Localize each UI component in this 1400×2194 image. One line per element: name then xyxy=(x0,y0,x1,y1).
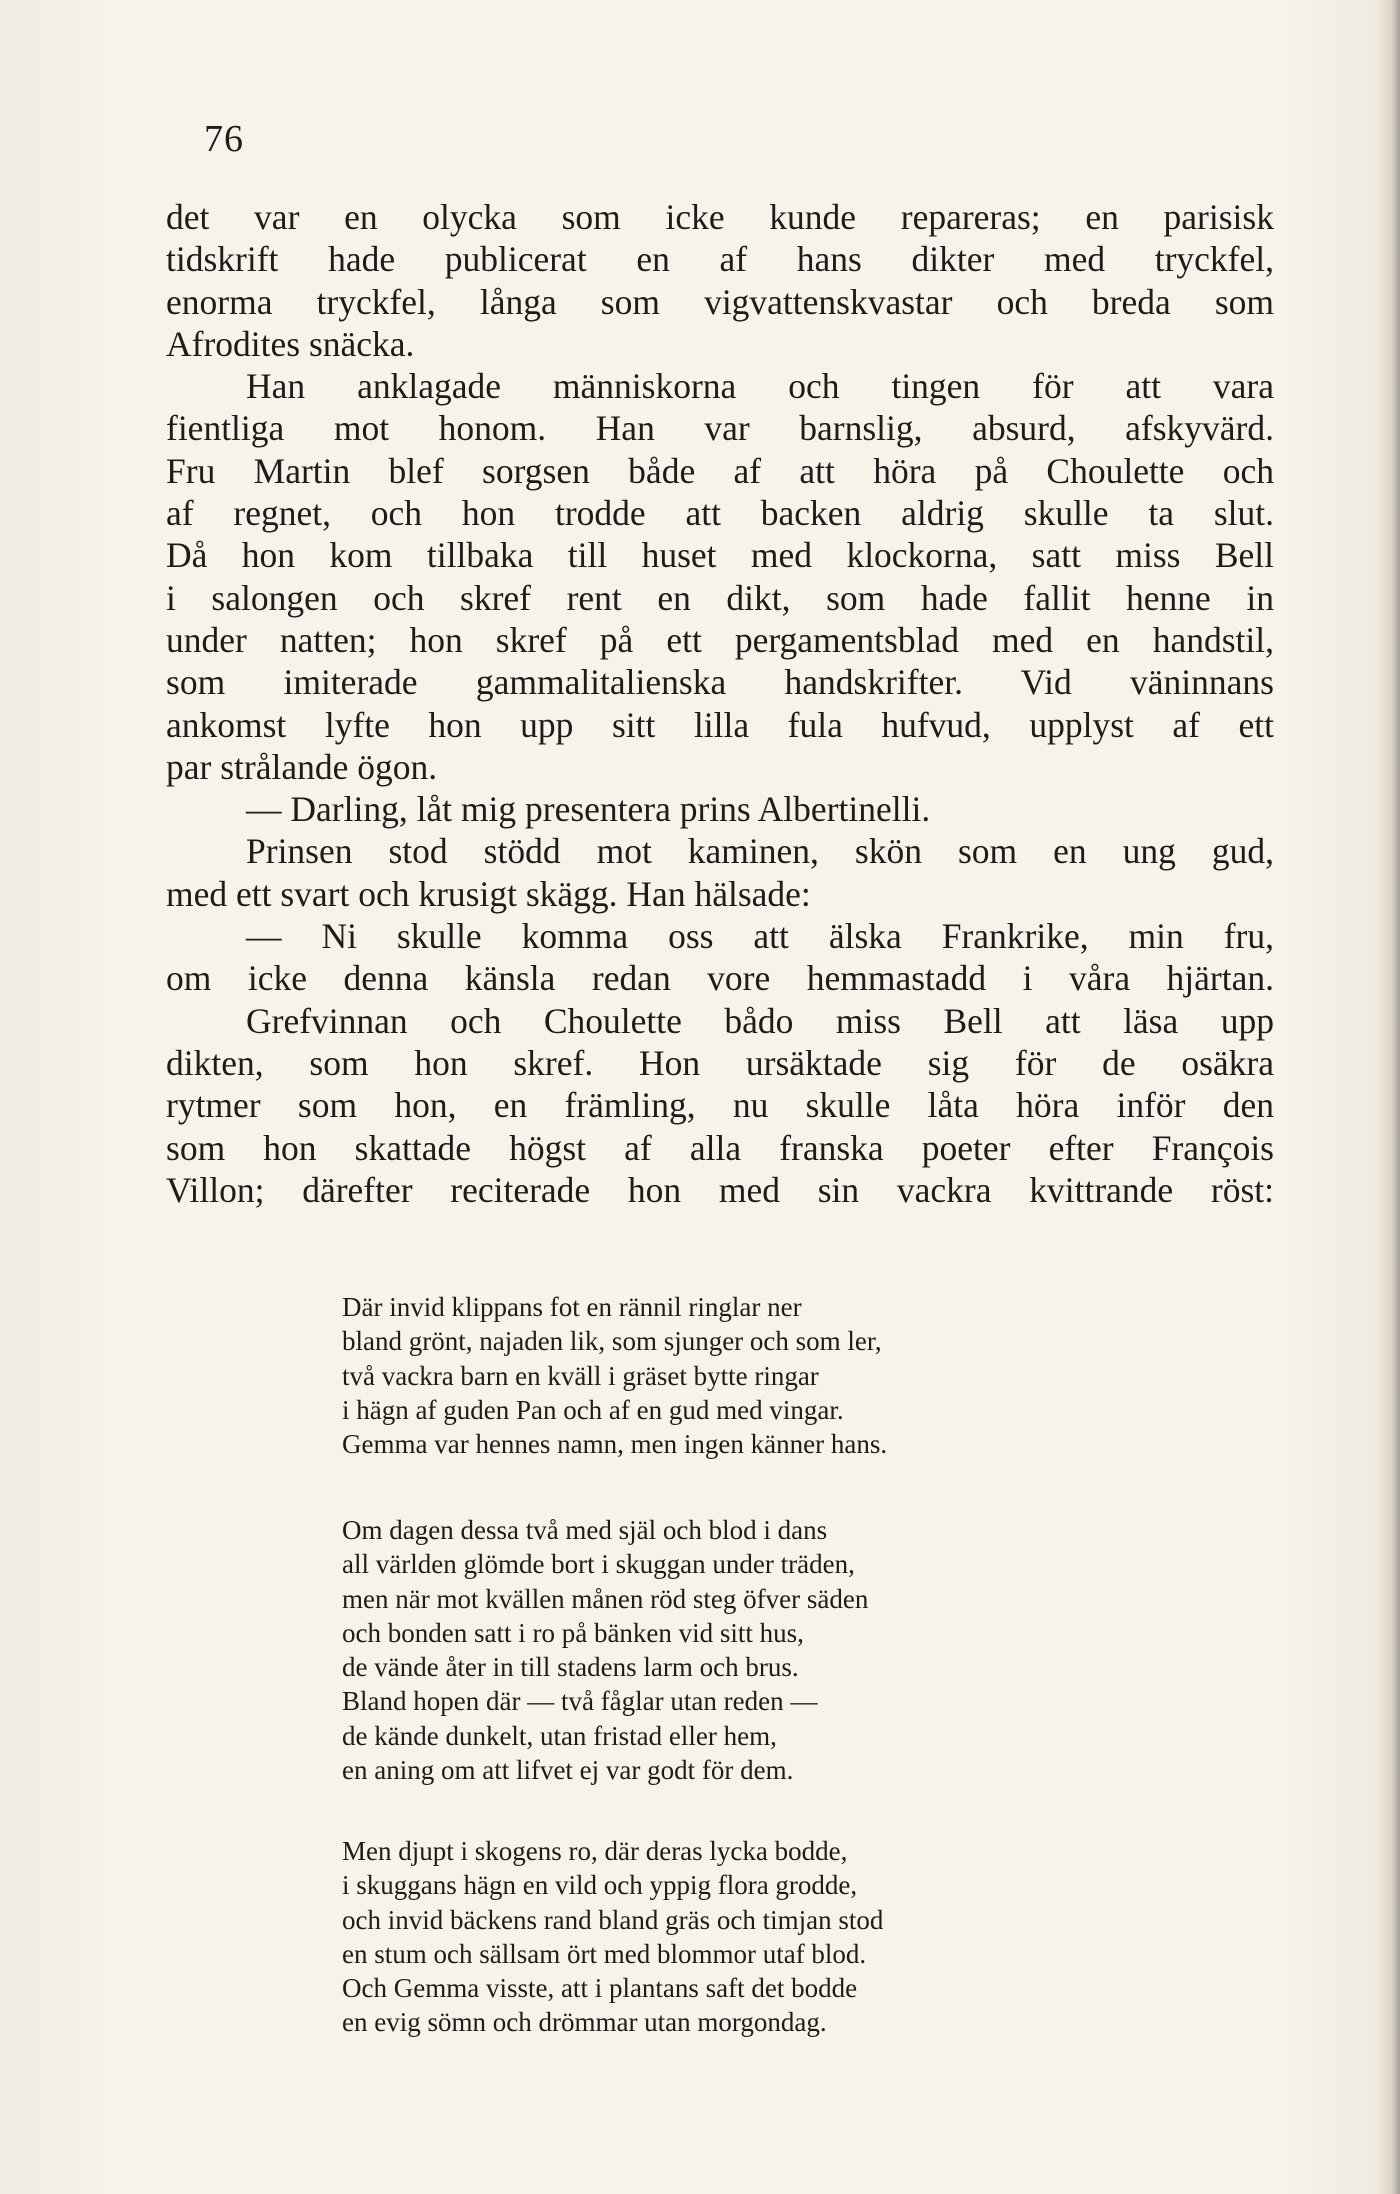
prose-line: rytmer som hon, en främling, nu skulle låta höra inför den xyxy=(166,1085,1274,1126)
prose-line: som hon skattade högst af alla franska poeter efter François xyxy=(166,1127,1274,1168)
prose-line: — Darling, låt mig presentera prins Albertinelli. xyxy=(246,789,931,830)
poem-line: en aning om att lifvet ej var godt för dem. xyxy=(342,1755,794,1786)
poem-line: bland grönt, najaden lik, som sjunger och som ler, xyxy=(342,1326,882,1357)
prose-line: Afrodites snäcka. xyxy=(166,323,415,364)
poem-stanza-2 xyxy=(342,1513,1242,1787)
poem-line: en evig sömn och drömmar utan morgondag. xyxy=(342,2007,827,2038)
prose-line: af regnet, och hon trodde att backen aldrig skulle ta slut. xyxy=(166,493,1274,534)
poem-line: Men djupt i skogens ro, där deras lycka bodde, xyxy=(342,1836,848,1866)
poem-line: två vackra barn en kväll i gräset bytte ringar xyxy=(342,1360,819,1391)
poem-line: och bonden satt i ro på bänken vid sitt hus, xyxy=(342,1617,804,1648)
poem-line: Bland hopen där — två fåglar utan reden — xyxy=(342,1686,818,1717)
prose-line: — Ni skulle komma oss att älska Frankrike, min fru, xyxy=(246,916,1274,957)
poem-line: en stum och sällsam ört med blommor utaf blod. xyxy=(342,1938,867,1969)
poem-line: Om dagen dessa två med själ och blod i dans xyxy=(342,1515,828,1545)
prose-line: Han anklagade människorna och tingen för att vara xyxy=(246,366,1274,407)
prose-line: Villon; därefter reciterade hon med sin vackra kvittrande röst: xyxy=(166,1169,1274,1210)
poem-stanza-3 xyxy=(342,1834,1242,2040)
prose-line: Då hon kom tillbaka till huset med klockorna, satt miss Bell xyxy=(166,535,1274,576)
prose-line: Grefvinnan och Choulette bådo miss Bell att läsa upp xyxy=(246,1000,1274,1041)
poem-line: Och Gemma visste, att i plantans saft det bodde xyxy=(342,1973,858,2004)
prose-line: enorma tryckfel, långa som vigvattenskvastar och breda som xyxy=(166,281,1274,322)
page-number: 76 xyxy=(204,118,244,160)
poem-line: och invid bäckens rand bland gräs och timjan stod xyxy=(342,1904,884,1935)
poem-line: de vände åter in till stadens larm och brus. xyxy=(342,1652,799,1683)
poem-line: Där invid klippans fot en rännil ringlar ner xyxy=(342,1292,802,1322)
poem-line: Gemma var hennes namn, men ingen känner hans. xyxy=(342,1429,888,1460)
poem-stanza-1 xyxy=(342,1290,1242,1461)
poem-line: i skuggans hägn en vild och yppig flora grodde, xyxy=(342,1870,858,1901)
page-edge-shadow xyxy=(1378,0,1400,2194)
prose-line: under natten; hon skref på ett pergamentsblad med en handstil, xyxy=(166,619,1274,660)
prose-line: om icke denna känsla redan vore hemmastadd i våra hjärtan. xyxy=(166,958,1274,999)
prose-line: dikten, som hon skref. Hon ursäktade sig för de osäkra xyxy=(166,1042,1274,1083)
prose-line: par strålande ögon. xyxy=(166,746,438,787)
poem-line: all världen glömde bort i skuggan under träden, xyxy=(342,1549,855,1580)
prose-line: med ett svart och krusigt skägg. Han hälsade: xyxy=(166,873,811,914)
poem-line: de kände dunkelt, utan fristad eller hem, xyxy=(342,1720,777,1751)
prose-line: i salongen och skref rent en dikt, som hade fallit henne in xyxy=(166,577,1274,618)
prose-line: ankomst lyfte hon upp sitt lilla fula hufvud, upplyst af ett xyxy=(166,704,1274,745)
poem-line: men när mot kvällen månen röd steg öfver säden xyxy=(342,1583,869,1614)
prose-line: fientliga mot honom. Han var barnslig, absurd, afskyvärd. xyxy=(166,408,1274,449)
prose-line: Prinsen stod stödd mot kaminen, skön som en ung gud, xyxy=(246,831,1274,872)
prose-line: Fru Martin blef sorgsen både af att höra på Choulette och xyxy=(166,450,1274,491)
poem-line: i hägn af guden Pan och af en gud med vingar. xyxy=(342,1394,844,1425)
prose-line: tidskrift hade publicerat en af hans dikter med tryckfel, xyxy=(166,239,1274,280)
prose-line: som imiterade gammalitalienska handskrifter. Vid väninnans xyxy=(166,662,1274,703)
prose-body xyxy=(166,196,1274,1211)
prose-line: det var en olycka som icke kunde repareras; en parisisk xyxy=(166,197,1274,237)
